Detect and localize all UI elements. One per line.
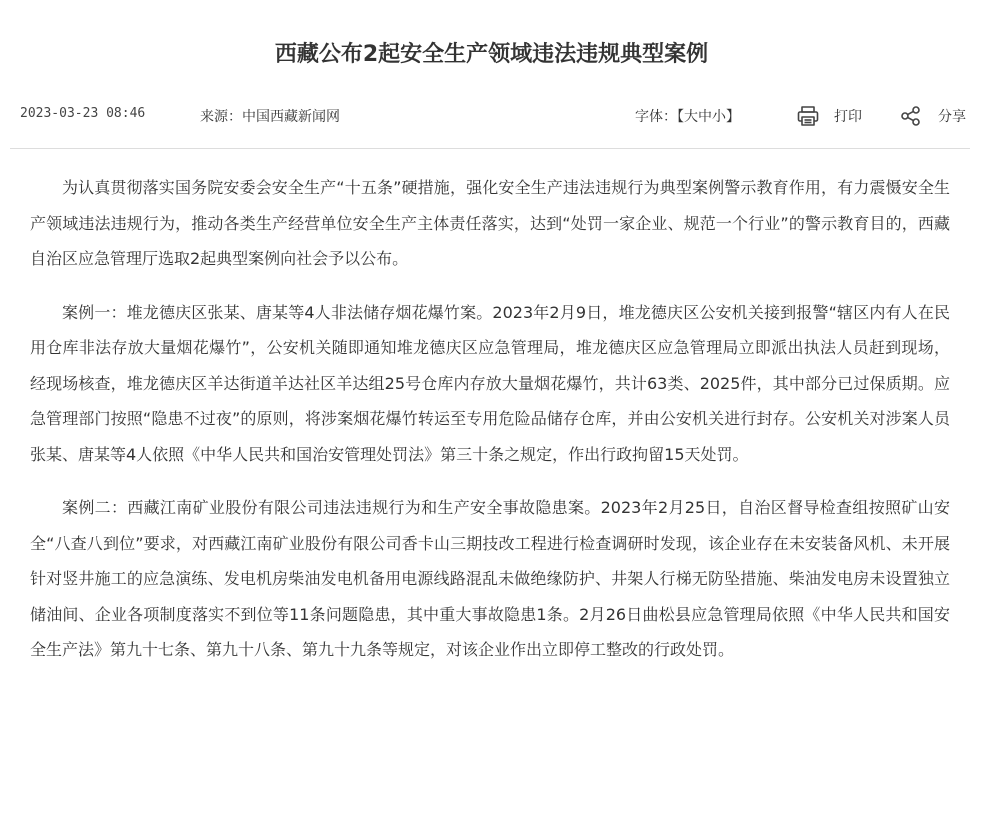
print-button[interactable] <box>796 102 862 130</box>
paragraph-case-one: 案例一：堆龙德庆区张某、唐某等4人非法储存烟花爆竹案。2023年2月9日，堆龙德庆区公安机关接到报警“辖区内有人在民用仓库非法存放大量烟花爆竹”，公安机关随即通知堆龙德庆区应急管理局，堆龙德庆区应急管理局立即派出执法人员赶到现场，经现场核查，堆龙德庆区羊达街道羊达社区羊达组25号仓库内存放大量烟花爆竹，共计63类、2025件，其中部分已过保质期。应急管理部门按照“隐患不过夜”的原则，将涉案烟花爆竹转运至专用危险品储存仓库，并由公安机关进行封存。公安机关对涉案人员张某、唐某等4人依照《中华人民共和国治安管理处罚法》第三十条之规定，作出行政拘留15天处罚。 <box>30 302 950 464</box>
font-size-control <box>635 106 740 126</box>
printer-icon <box>796 104 820 128</box>
share-icon <box>900 105 922 127</box>
divider <box>10 148 970 149</box>
print-label: 打印 <box>834 109 862 125</box>
share-label: 分享 <box>938 109 966 125</box>
source <box>200 106 340 126</box>
font-medium-button[interactable]: 中 <box>698 109 712 125</box>
share-button[interactable] <box>900 102 966 130</box>
font-size-label: 字体： <box>635 109 677 125</box>
article-body <box>30 170 950 686</box>
font-bracket-open: 【 <box>677 109 684 125</box>
paragraph-intro: 为认真贯彻落实国务院安委会安全生产“十五条”硬措施，强化安全生产违法违规行为典型案例警示教育作用，有力震慑安全生产领域违法违规行为，推动各类生产经营单位安全生产主体责任落实，达到“处罚一家企业、规范一个行业”的警示教育目的，西藏自治区应急管理厅选取2起典型案例向社会予以公布。 <box>30 178 950 268</box>
article-meta <box>20 102 970 130</box>
source-label: 来源： <box>200 109 242 125</box>
source-value: 中国西藏新闻网 <box>242 109 340 125</box>
font-small-button[interactable]: 小 <box>712 109 726 125</box>
font-large-button[interactable]: 大 <box>684 109 698 125</box>
publish-date: 2023-03-23 08:46 <box>20 106 146 121</box>
article-title: 西藏公布2起安全生产领域违法违规典型案例 <box>274 42 709 67</box>
font-bracket-close: 】 <box>726 109 740 125</box>
paragraph-case-two: 案例二：西藏江南矿业股份有限公司违法违规行为和生产安全事故隐患案。2023年2月25日，自治区督导检查组按照矿山安全“八查八到位”要求，对西藏江南矿业股份有限公司香卡山三期技改工程进行检查调研时发现，该企业存在未安装备风机、未开展针对竖井施工的应急演练、发电机房柴油发电机备用电源线路混乱未做绝缘防护、井架人行梯无防坠措施、柴油发电房未设置独立储油间、企业各项制度落实不到位等11条问题隐患，其中重大事故隐患1条。2月26日曲松县应急管理局依照《中华人民共和国安全生产法》第九十七条、第九十八条、第九十九条等规定，对该企业作出立即停工整改的行政处罚。 <box>30 498 950 659</box>
